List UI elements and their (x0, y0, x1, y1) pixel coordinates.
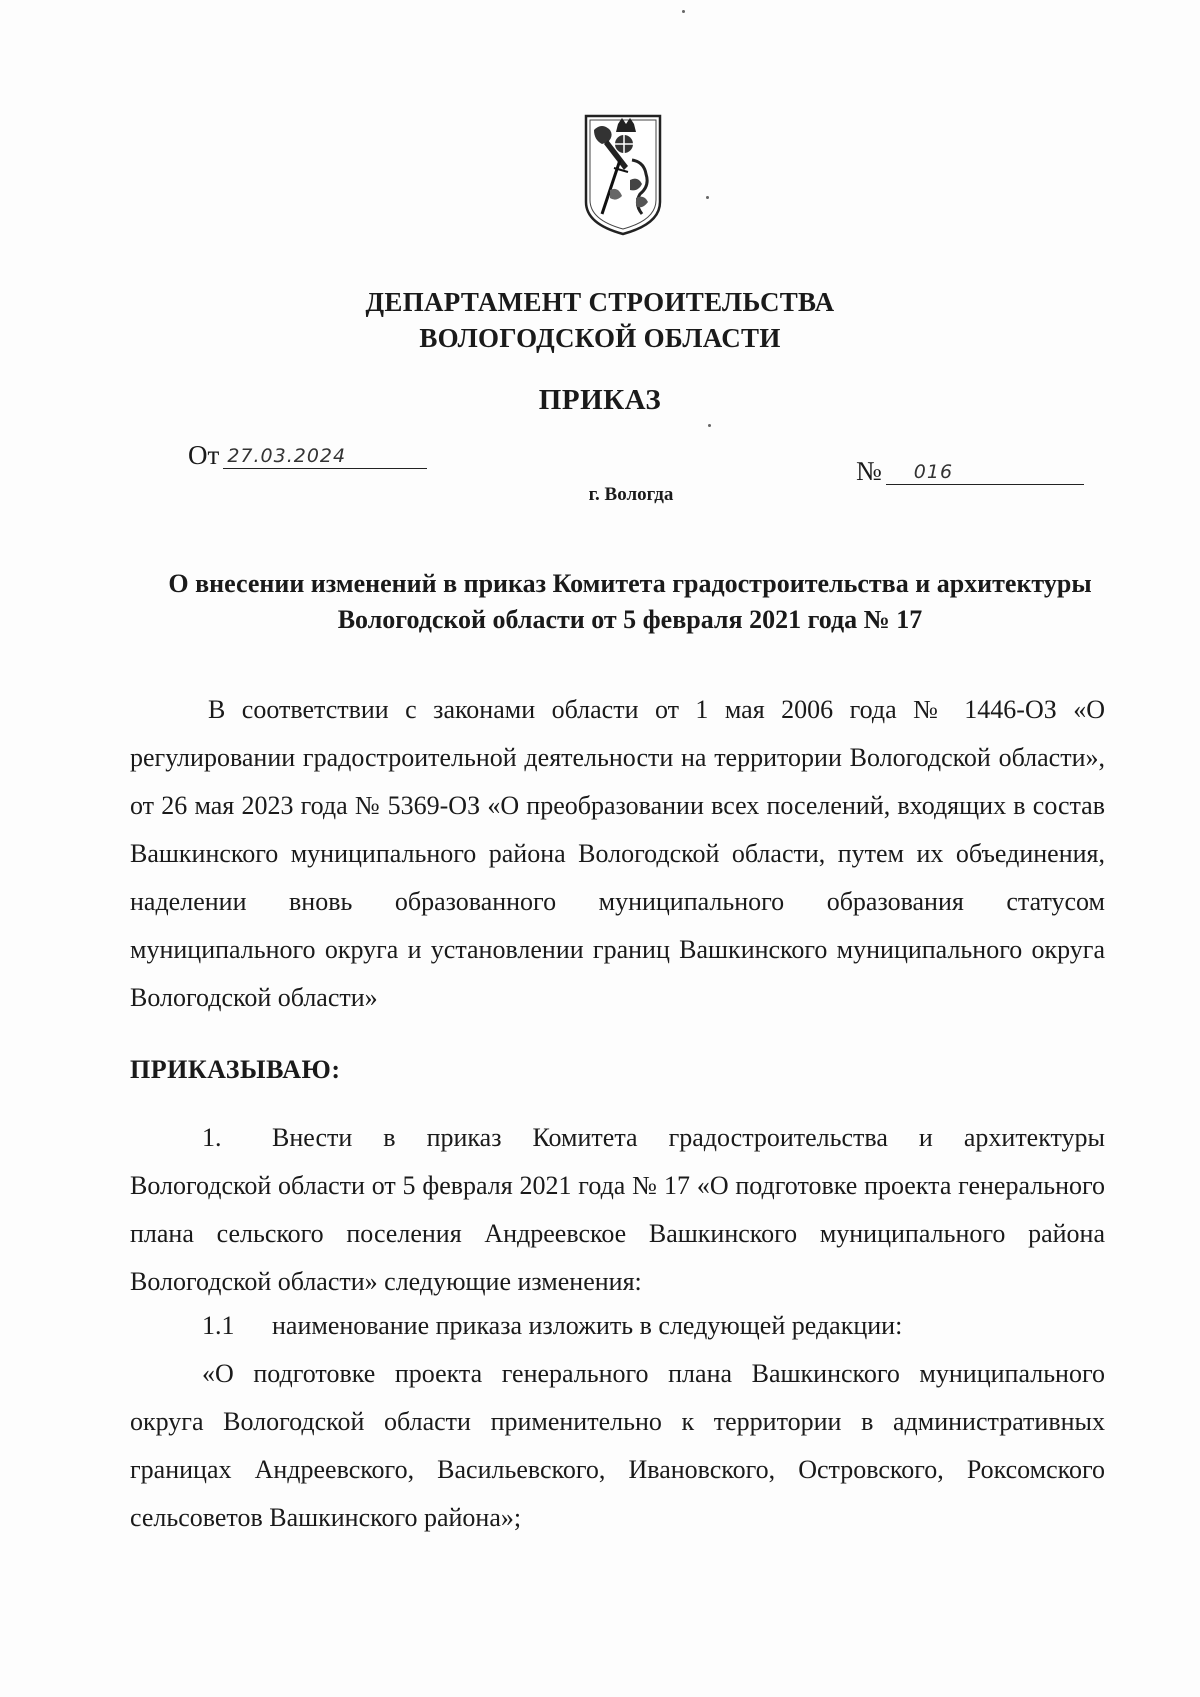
preamble-paragraph: В соответствии с законами области от 1 мая 2006 года № 1446-ОЗ «О регулировании градостроительной деятельности на территории Вологодской области», от 26 мая 2023 года № 5369-ОЗ «О преобразовании всех поселений, входящих в состав Вашкинского муниципального района Вологодской области, путем их объединения, наделении вновь образованного муниципального образования статусом муниципального округа и установлении границ Вашкинского муниципального округа Вологодской области» (130, 695, 1105, 1012)
number-prefix: № (856, 456, 882, 486)
orders-heading: ПРИКАЗЫВАЮ: (130, 1055, 341, 1084)
scan-artifact (708, 424, 711, 427)
department-name-line1: ДЕПАРТАМЕНТ СТРОИТЕЛЬСТВА (365, 287, 835, 317)
item-1-text: Внести в приказ Комитета градостроительства и архитектуры Вологодской области от 5 февраля 2021 года № 17 «О подготовке проекта генерального плана сельского поселения Андреевское Вашкинского муниципального района Вологодской области» следующие изменения: (130, 1123, 1105, 1296)
scan-artifact (706, 196, 709, 199)
item-1-1-paragraph (130, 1302, 1105, 1350)
new-title-quote-paragraph: «О подготовке проекта генерального плана Вашкинского муниципального округа Вологодской области применительно к территории в административных границах Андреевского, Васильевского, Ивановского, Островского, Роксомского сельсоветов Вашкинского района»; (130, 1359, 1105, 1532)
item-1-1-number: 1.1 (202, 1311, 235, 1340)
scan-artifact (682, 10, 685, 13)
number-block (856, 456, 1084, 487)
item-1-1-text: наименование приказа изложить в следующей редакции: (272, 1311, 903, 1340)
date-prefix: От (188, 440, 220, 470)
coat-of-arms-icon (580, 110, 666, 238)
document-subject: О внесении изменений в приказ Комитета градостроительства и архитектуры Вологодской области от 5 февраля 2021 года № 17 (168, 569, 1092, 634)
date-field: 27.03.2024 (223, 445, 427, 469)
date-block (188, 440, 427, 471)
department-name-line2: ВОЛОГОДСКОЙ ОБЛАСТИ (419, 323, 781, 353)
item-1-number: 1. (202, 1123, 222, 1152)
document-type-title: ПРИКАЗ (538, 384, 662, 416)
number-field: 016 (886, 461, 1084, 485)
city-label: г. Вологда (588, 484, 674, 505)
item-1-paragraph (130, 1114, 1105, 1306)
